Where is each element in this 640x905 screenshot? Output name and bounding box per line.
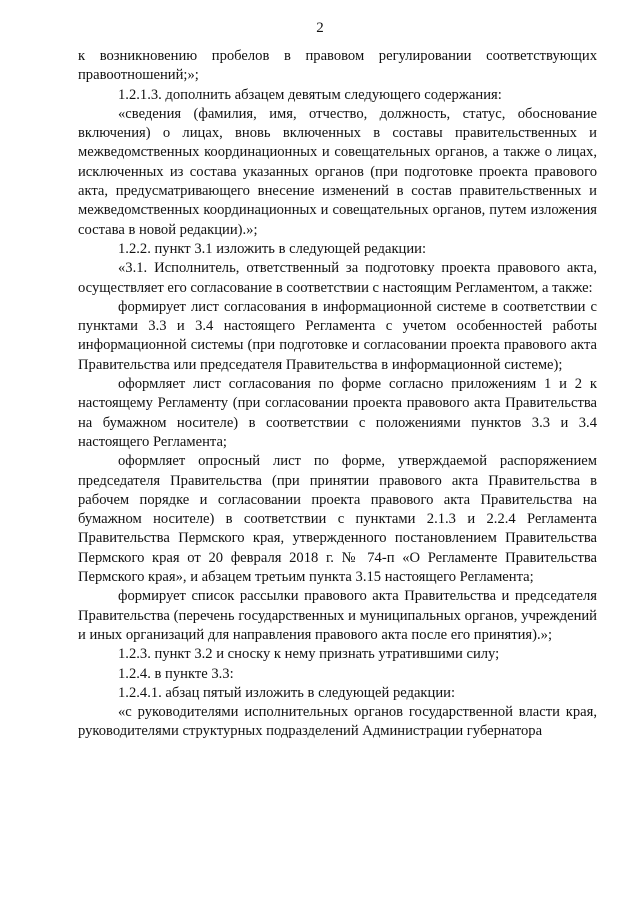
paragraph: 1.2.2. пункт 3.1 изложить в следующей редакции: <box>118 240 427 257</box>
paragraph: 1.2.4. в пункте 3.3: <box>118 665 234 682</box>
document-body <box>78 47 597 742</box>
paragraph: «3.1. Исполнитель, ответственный за подготовку проекта правового акта, осуществляет его согласование в соответствии с настоящим Регламентом, а также: <box>78 260 597 296</box>
page-number: 2 <box>316 20 324 36</box>
paragraph: «с руководителями исполнительных органов государственной власти края, руководителями структурных подразделений Администрации губернатора <box>78 704 597 740</box>
paragraph: формирует список рассылки правового акта Правительства и председателя Правительства (перечень государственных и муниципальных органов, учреждений и иных организаций для направления правового акта после его принятия).»; <box>78 588 597 643</box>
paragraph: оформляет лист согласования по форме согласно приложениям 1 и 2 к настоящему Регламенту (при согласовании проекта правового акта Правительства на бумажном носителе) в соответствии с положениями пунктов 3.3 и 3.4 настоящего Регламента; <box>78 376 597 450</box>
paragraph: к возникновению пробелов в правовом регулировании соответствующих правоотношений;»; <box>78 48 597 84</box>
paragraph: 1.2.4.1. абзац пятый изложить в следующей редакции: <box>118 684 456 701</box>
paragraph: 1.2.1.3. дополнить абзацем девятым следующего содержания: <box>118 86 502 103</box>
paragraph: оформляет опросный лист по форме, утверждаемой распоряжением председателя Правительства (при принятии правового акта Правительства в рабочем порядке и согласовании проекта правового акта Правительства на бумажном носителе) в соответствии с пунктами 2.1.3 и 2.2.4 Регламента Правительства Пермского края, утвержденного постановлением Правительства Пермского края от 20 февраля 2018 г. № 74-п «О Регламенте Правительства Пермского края», и абзацем третьим пункта 3.15 настоящего Регламента; <box>78 453 597 586</box>
paragraph: «сведения (фамилия, имя, отчество, должность, статус, обоснование включения) о лицах, вновь включенных в составы правительственных и межведомственных координационных и совещательных органов, а также о лицах, исключенных из состава указанных органов (при подготовке проекта правового акта, предусматривающего внесение изменений в состав правительственных и межведомственных координационных и совещательных органов, путем изложения состава в новой редакции).»; <box>78 105 597 238</box>
paragraph: 1.2.3. пункт 3.2 и сноску к нему признать утратившими силу; <box>118 646 500 663</box>
paragraph: формирует лист согласования в информационной системе в соответствии с пунктами 3.3 и 3.4 настоящего Регламента с учетом особенностей работы информационной системы (при подготовке и согласовании проекта правового акта Правительства или председателя Правительства в информационной системе); <box>78 298 597 373</box>
